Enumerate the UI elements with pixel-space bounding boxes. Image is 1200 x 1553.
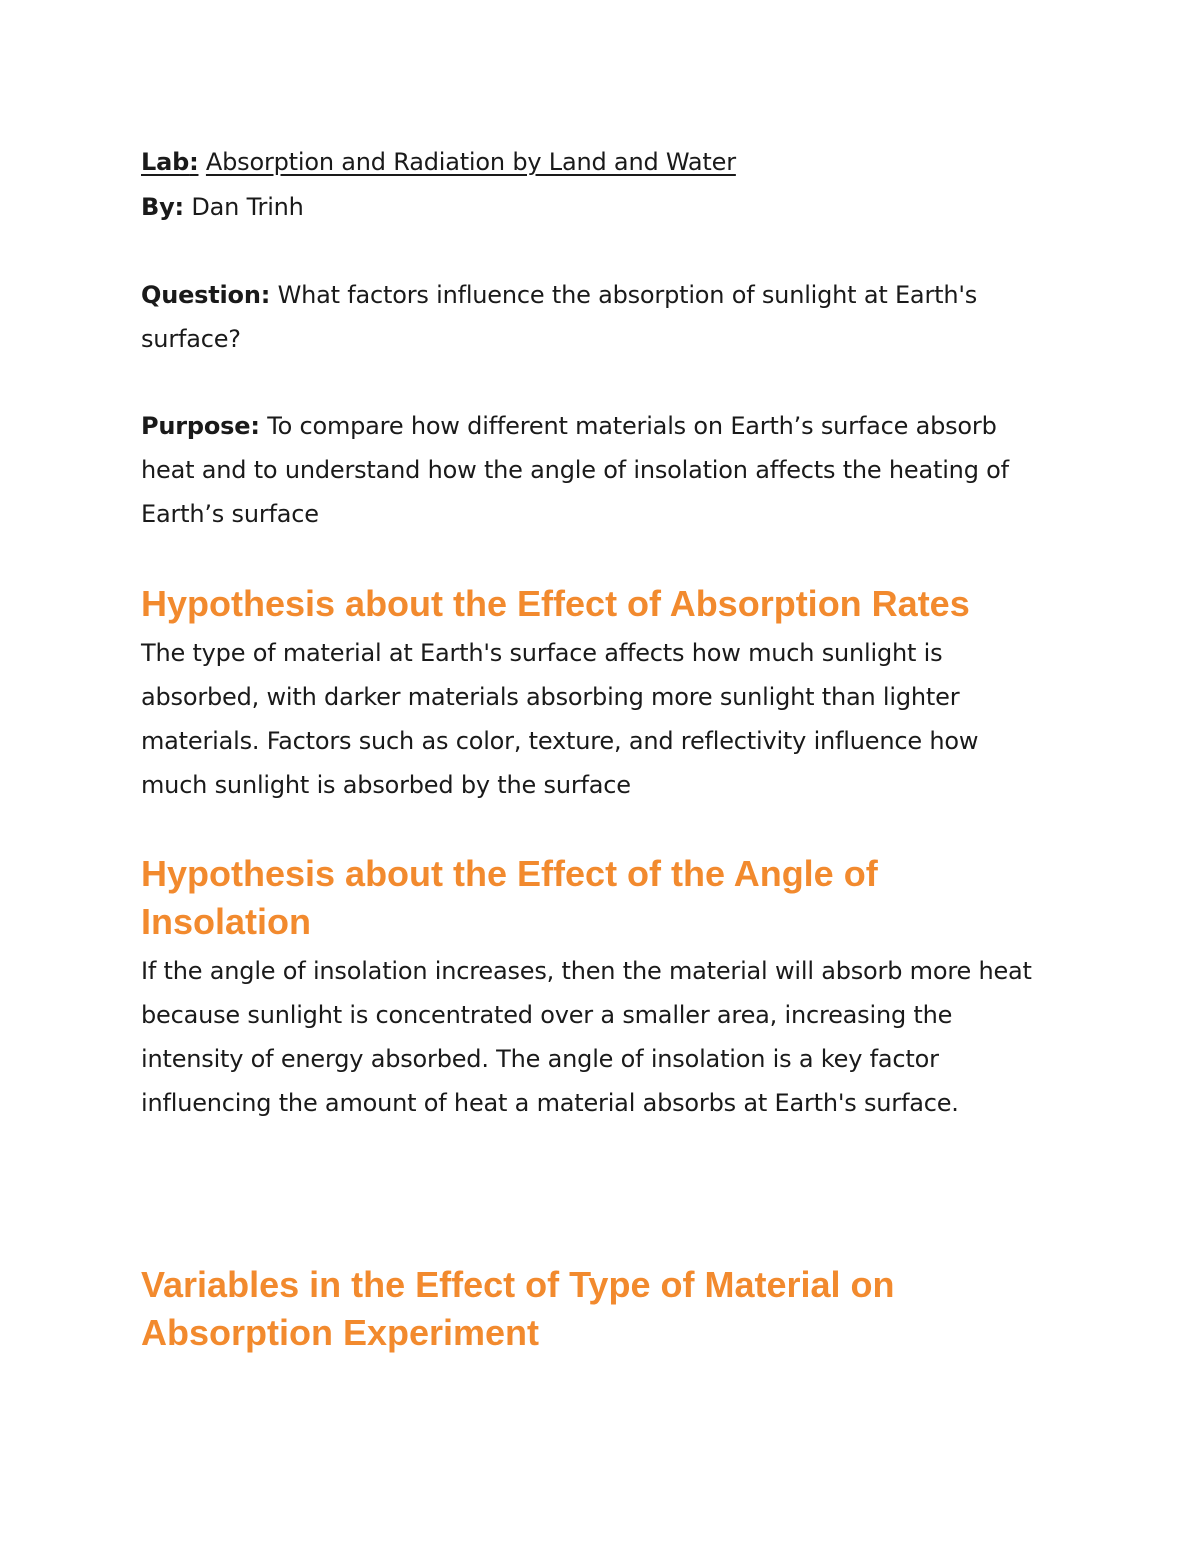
question-text: What factors influence the absorption of sunlight at Earth's surface? [141,281,978,353]
section-body: The type of material at Earth's surface affects how much sunlight is absorbed, with darker materials absorbing more sunlight than lighter materials. Factors such as color, texture, and reflectivity influence how much sunlight is absorbed by the surface [141,639,979,799]
by-label: By: [141,193,184,221]
section-heading: Variables in the Effect of Type of Material on Absorption Experiment [141,1264,895,1353]
author-line [141,185,1071,229]
lab-colon: : [189,148,199,176]
lab-label: Lab [141,148,190,176]
question-label: Question: [141,281,271,309]
lab-title-line [141,140,1071,184]
purpose-label: Purpose: [141,412,260,440]
question-paragraph [141,273,981,361]
section-heading: Hypothesis about the Effect of Absorption Rates [141,583,970,624]
lab-title: Absorption and Radiation by Land and Water [205,148,736,176]
purpose-text: To compare how different materials on Earth’s surface absorb heat and to understand how the angle of insolation affects the heating of Earth’s surface [141,412,1009,528]
section-heading: Hypothesis about the Effect of the Angle of Insolation [141,853,878,942]
author-name: Dan Trinh [191,193,304,221]
section-body: If the angle of insolation increases, then the material will absorb more heat because sunlight is concentrated over a smaller area, increasing the intensity of energy absorbed. The angle of insolation is a key factor influencing the amount of heat a material absorbs at Earth's surface. [141,957,1032,1117]
purpose-paragraph [141,404,1051,536]
